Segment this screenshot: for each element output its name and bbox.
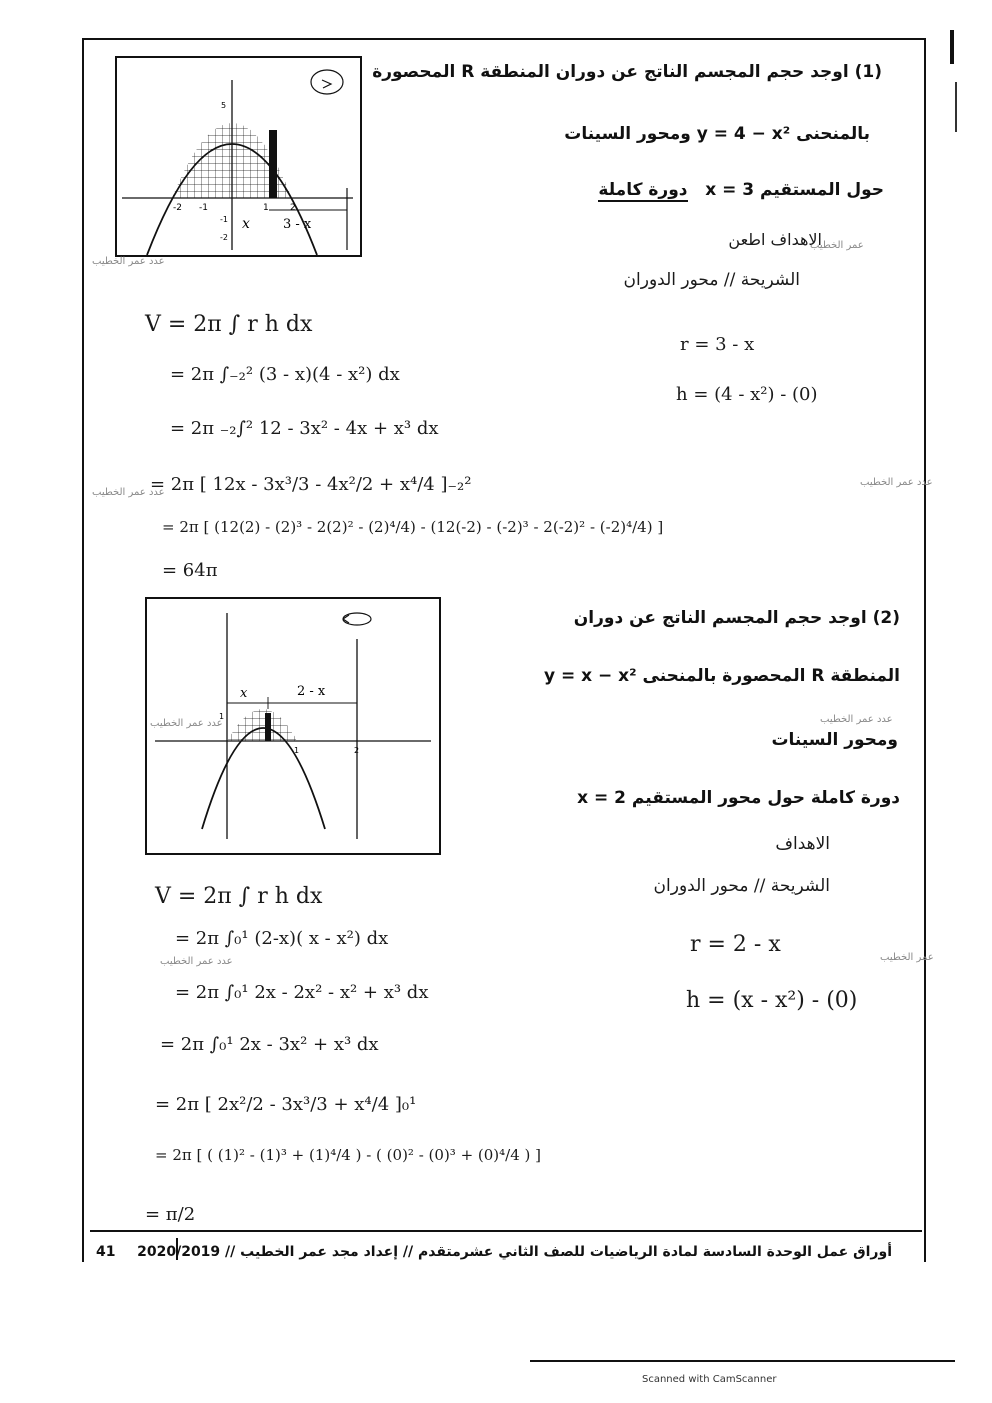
tick-label: 5 (221, 101, 227, 110)
p2-step-5: = 2π [ ( (1)² - (1)³ + (1)⁴/4 ) - ( (0)² - (0)³ + (0)⁴/4 ) ] (155, 1146, 542, 1164)
p1-step-3: = 2π [ 12x - 3x³/3 - 4x²/2 + x⁴/4 ]₋₂² (150, 474, 472, 495)
edge-mark (955, 82, 957, 132)
problem1-line1: (1) اوجد حجم المجسم الناتج عن دوران المنطقة R المحصورة (372, 62, 882, 82)
problem2-line3: ومحور السينات (771, 730, 898, 750)
scanner-note: Scanned with CamScanner (642, 1374, 777, 1385)
p2-step-2: = 2π ∫₀¹ 2x - 2x² - x² + x³ dx (175, 982, 429, 1003)
label-x: x (242, 216, 250, 232)
p2-r-eq: r = 2 - x (690, 932, 781, 957)
p2-step-0: V = 2π ∫ r h dx (155, 884, 323, 909)
problem1-graph (115, 56, 362, 257)
tick-label: 1 (294, 746, 300, 755)
tick-label: 2 (290, 203, 296, 213)
strip-shell-2 (265, 713, 271, 741)
problem2-line2: المنطقة R المحصورة بالمنحنى y = x − x² (543, 666, 900, 686)
footer-text: أوراق عمل الوحدة السادسة لمادة الرياضيات للصف الثاني عشرمتقدم // إعداد مجد عمر الخطيب // 2020/2019 (137, 1244, 892, 1260)
tick-label: 1 (219, 712, 225, 721)
scan-artifact: عدد عمر الخطيب (820, 714, 893, 725)
tick-label: -2 (173, 203, 182, 213)
p1-step-5: = 64π (162, 560, 218, 581)
problem1-line2: بالمنحنى y = 4 − x² ومحور السينات (564, 124, 870, 144)
problem1-note-strip: الشريحة // محور الدوران (623, 270, 800, 290)
scan-artifact: عمر الخطيب (880, 952, 934, 963)
problem1-line3-suffix: دورة كاملة (598, 180, 688, 200)
problem1-note-goal: الاهداف اطعن (728, 230, 822, 249)
tick-label: -1 (220, 215, 228, 224)
p1-step-2: = 2π ₋₂∫² 12 - 3x² - 4x + x³ dx (170, 418, 439, 439)
page-number: 41 (96, 1244, 116, 1260)
p1-step-1: = 2π ∫₋₂² (3 - x)(4 - x²) dx (170, 364, 400, 385)
scan-artifact: عدد عمر الخطيب (150, 718, 223, 729)
parabola-curve-2 (202, 728, 325, 829)
tick-label: -2 (220, 233, 228, 242)
tick-label: -1 (199, 203, 208, 213)
p2-step-1: = 2π ∫₀¹ (2-x)( x - x²) dx (175, 928, 389, 949)
p2-step-4: = 2π [ 2x²/2 - 3x³/3 + x⁴/4 ]₀¹ (155, 1094, 417, 1115)
rotation-arrow-icon (343, 613, 371, 625)
label-x: x (240, 686, 248, 701)
footer-rule (90, 1230, 922, 1232)
problem1-line3-prefix: حول المستقيم x = 3 (705, 180, 884, 200)
problem2-line4: دورة كاملة حول محور المستقيم x = 2 (577, 788, 900, 808)
problem1-line3 (598, 180, 884, 200)
scan-artifact: عدد عمر الخطيب (92, 487, 165, 498)
scan-artifact: عمر الخطيب (810, 240, 864, 251)
p1-h-eq: h = (4 - x²) - (0) (676, 384, 818, 405)
tick-label: 1 (263, 203, 269, 213)
scan-artifact: عدد عمر الخطيب (860, 477, 933, 488)
parabola-graph-1 (117, 58, 360, 255)
edge-mark (950, 30, 954, 64)
scan-rule (530, 1360, 955, 1362)
tick-label: 2 (354, 746, 360, 755)
problem2-note-strip: الشريحة // محور الدوران (653, 876, 830, 896)
scan-artifact: عدد عمر الخطيب (160, 956, 233, 967)
strip-shell-1 (269, 130, 277, 198)
p1-step-4: = 2π [ (12(2) - (2)³ - 2(2)² - (2)⁴/4) - (12(-2) - (-2)³ - 2(-2)² - (-2)⁴/4) ] (162, 518, 664, 536)
label-3-minus-x: 3 - x (283, 217, 312, 232)
label-2-minus-x: 2 - x (297, 684, 326, 699)
p1-step-0: V = 2π ∫ r h dx (145, 312, 313, 337)
problem2-note-goal: الاهداف (775, 834, 830, 854)
p2-step-3: = 2π ∫₀¹ 2x - 3x² + x³ dx (160, 1034, 379, 1055)
scan-artifact: عدد عمر الخطيب (92, 256, 165, 267)
p1-r-eq: r = 3 - x (680, 334, 755, 355)
p2-h-eq: h = (x - x²) - (0) (686, 988, 858, 1013)
p2-step-6: = π/2 (145, 1204, 196, 1225)
problem2-line1: (2) اوجد حجم المجسم الناتج عن دوران (573, 608, 900, 628)
